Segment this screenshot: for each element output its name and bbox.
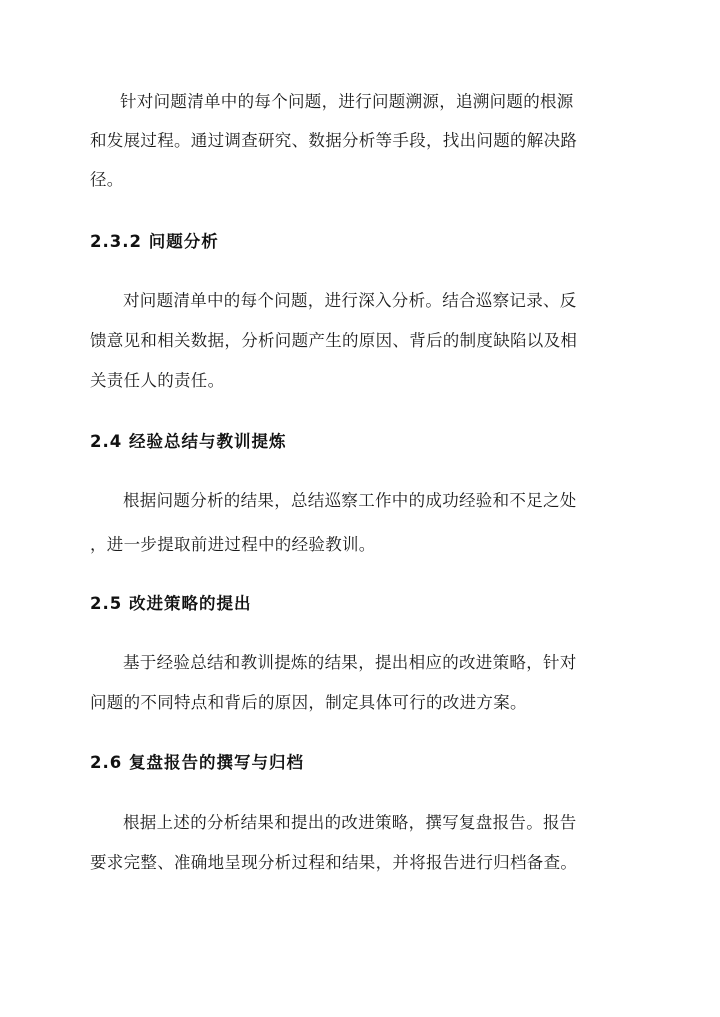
paragraph-line: 基于经验总结和教训提炼的结果，提出相应的改进策略，针对 [123,653,577,672]
paragraph-line: 问题的不同特点和背后的原因，制定具体可行的改进方案。 [90,693,527,712]
paragraph-line: 和发展过程。通过调查研究、数据分析等手段，找出问题的解决路 [90,131,578,150]
section-heading-2-6: 2.6 复盘报告的撰写与归档 [90,753,304,772]
paragraph-line: ，进一步提取前进过程中的经验教训。 [90,535,376,554]
section-heading-2-4: 2.4 经验总结与教训提炼 [90,432,287,451]
section-heading-2-5: 2.5 改进策略的提出 [90,594,252,613]
paragraph-line: 馈意见和相关数据，分析问题产生的原因、背后的制度缺陷以及相 [90,331,578,350]
paragraph-line: 针对问题清单中的每个问题，进行问题溯源，追溯问题的根源 [120,92,574,111]
section-heading-2-3-2: 2.3.2 问题分析 [90,232,219,251]
paragraph-line: 径。 [90,170,124,189]
paragraph-line: 要求完整、准确地呈现分析过程和结果，并将报告进行归档备查。 [90,853,578,872]
paragraph-line: 对问题清单中的每个问题，进行深入分析。结合巡察记录、反 [123,291,577,310]
paragraph-line: 根据问题分析的结果，总结巡察工作中的成功经验和不足之处 [123,491,577,510]
paragraph-line: 关责任人的责任。 [90,371,225,390]
paragraph-line: 根据上述的分析结果和提出的改进策略，撰写复盘报告。报告 [123,813,577,832]
